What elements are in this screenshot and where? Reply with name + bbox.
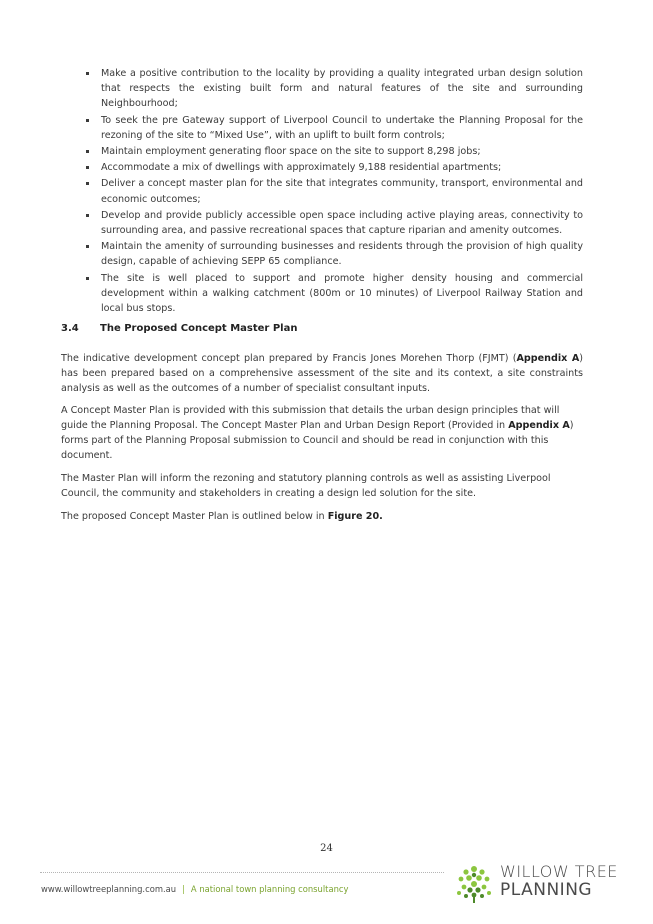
paragraph-text: ) forms part of the Planning Proposal submission to Council and should be read in conjunction with this document. (61, 420, 574, 461)
paragraph-text: The indicative development concept plan prepared by Francis Jones Morehen Thorp (FJMT) ( (61, 353, 517, 364)
paragraph-text: A Concept Master Plan is provided with this submission that details the urban design principles that will guide the Planning Proposal. The Concept Master Plan and Urban Design Report (Provided in (61, 405, 560, 431)
footer-divider (40, 872, 444, 873)
objectives-list (61, 66, 583, 317)
footer-separator: | (182, 884, 185, 894)
paragraph-text: The proposed Concept Master Plan is outlined below in (61, 511, 328, 522)
list-item: Maintain the amenity of surrounding businesses and residents through the provision of high quality design, capable of achieving SEPP 65 compliance. (61, 239, 583, 269)
company-logo (452, 860, 622, 905)
footer-tagline: A national town planning consultancy (190, 884, 349, 894)
section-title: The Proposed Concept Master Plan (100, 323, 298, 334)
footer (41, 884, 348, 894)
list-item: Deliver a concept master plan for the site that integrates community, transport, environmental and economic outcomes; (61, 176, 583, 206)
paragraph-master-plan-inform: The Master Plan will inform the rezoning and statutory planning controls as well as assisting Liverpool Council, the community and stakeholders in creating a design led solution for the site. (61, 473, 551, 499)
page-number: 24 (320, 843, 333, 854)
list-item: To seek the pre Gateway support of Liverpool Council to undertake the Planning Proposal for the rezoning of the site to “Mixed Use”, with an uplift to built form controls; (61, 113, 583, 143)
section-number: 3.4 (61, 323, 79, 334)
list-item: Make a positive contribution to the locality by providing a quality integrated urban design solution that respects the existing built form and natural features of the site and surrounding Neighbourhood; (61, 66, 583, 112)
section-heading (61, 323, 297, 334)
paragraph-concept-plan (61, 351, 583, 396)
logo-text-line2: PLANNING (500, 880, 593, 900)
list-item: Develop and provide publicly accessible open space including active playing areas, connectivity to surrounding area, and passive recreational spaces that capture riparian and amenity outcomes. (61, 208, 583, 238)
list-item: The site is well placed to support and promote higher density housing and commercial development within a walking catchment (800m or 10 minutes) of Liverpool Railway Station and local bus stops. (61, 271, 583, 317)
paragraph-text: ) has been prepared based on a comprehensive assessment of the site and its context, a site constraints analysis as well as the outcomes of a number of specialist consultant inputs. (61, 353, 583, 394)
paragraph-figure-ref (61, 509, 583, 524)
logo-text-line1: WILLOW TREE (500, 862, 618, 881)
list-item: Maintain employment generating floor space on the site to support 8,298 jobs; (61, 144, 583, 159)
tree-logo-icon (452, 860, 496, 904)
list-item: Accommodate a mix of dwellings with approximately 9,188 residential apartments; (61, 160, 583, 175)
figure-reference: Figure 20. (327, 511, 383, 522)
paragraph-master-plan (61, 403, 583, 463)
appendix-reference: Appendix A (508, 420, 570, 431)
footer-url[interactable]: www.willowtreeplanning.com.au (41, 884, 177, 894)
appendix-reference: Appendix A (516, 353, 580, 364)
